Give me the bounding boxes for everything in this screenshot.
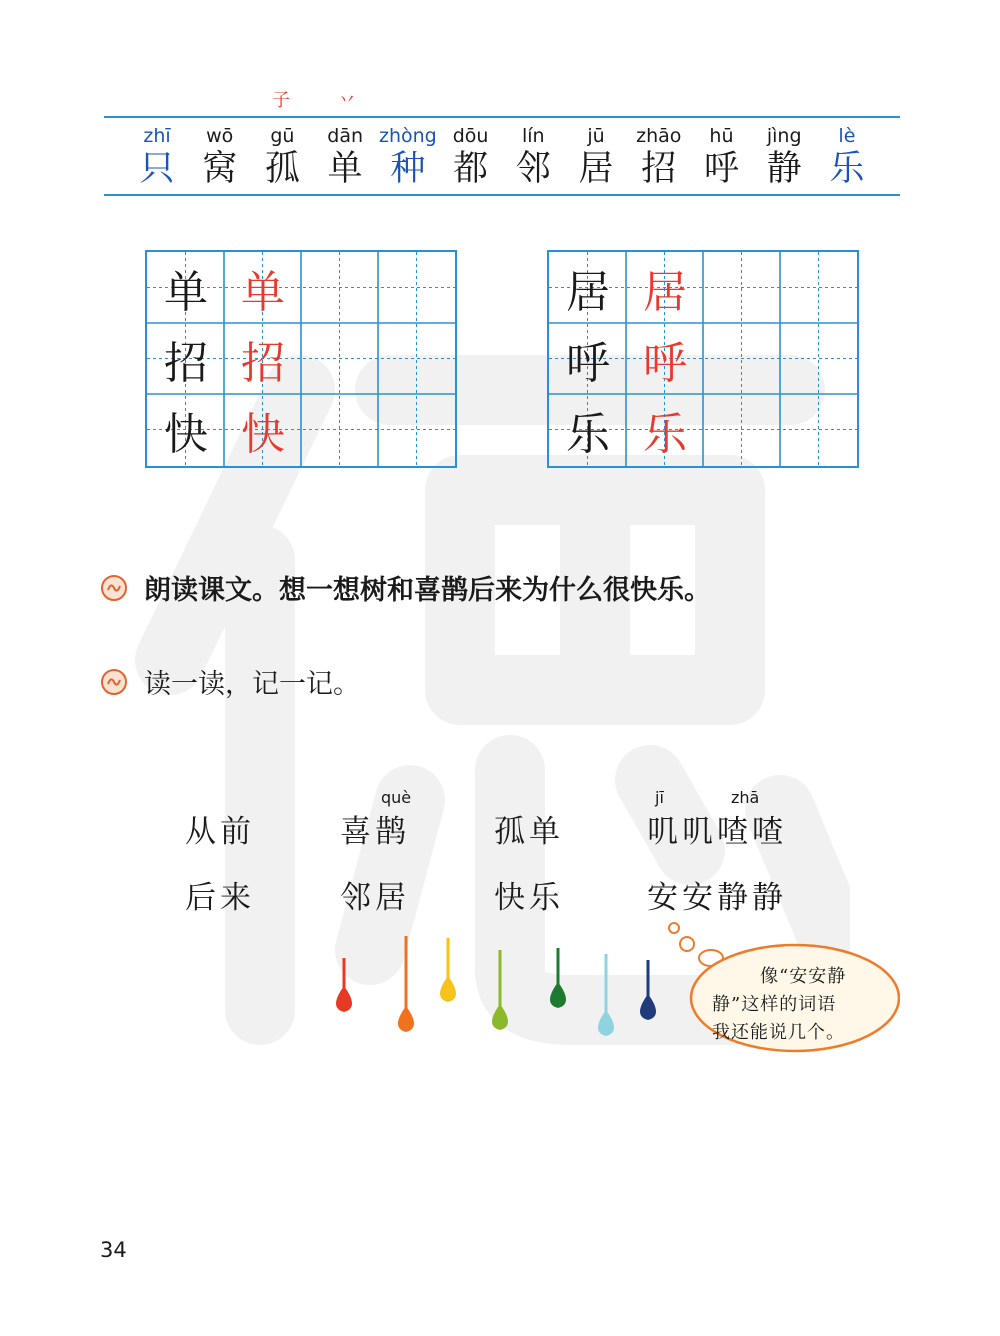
cyan-drop [598, 954, 614, 1036]
word-kuaile: 快乐 [494, 880, 564, 916]
grid-character: 乐 [566, 409, 610, 460]
vocab-pinyin: gū [270, 125, 295, 147]
vocab-pinyin: zhòng [379, 125, 437, 147]
red-drop [336, 958, 352, 1012]
top-mark-1: 子 [272, 90, 290, 111]
green-drop [492, 950, 508, 1030]
vocab-item [816, 124, 878, 190]
vocab-pinyin: wō [206, 125, 234, 147]
vocab-pinyin: dān [327, 125, 364, 147]
vocab-character: 都 [453, 149, 489, 189]
vocab-item [189, 124, 251, 190]
vocab-pinyin: dōu [452, 125, 489, 147]
grid-character: 快 [164, 409, 208, 460]
vocab-character: 呼 [703, 149, 739, 189]
vocab-character: 静 [766, 149, 802, 189]
dark-green-drop [550, 948, 566, 1008]
vocab-character: 窝 [202, 149, 238, 189]
vocab-character: 邻 [515, 149, 551, 189]
grid-character-red: 居 [643, 267, 687, 318]
vocab-row [126, 124, 878, 190]
word-ananjingjing: 安安静静 [647, 880, 787, 916]
vocab-character: 乐 [829, 149, 865, 189]
vocab-item [753, 124, 815, 190]
task-read-aloud [100, 568, 711, 607]
pinyin-que: què [381, 788, 412, 807]
pinyin-zha: zhā [731, 788, 760, 807]
vocab-character: 种 [390, 149, 426, 189]
paint-drops-illustration [320, 930, 680, 1050]
pinyin-ji: jī [655, 788, 664, 807]
grid-character-red: 招 [241, 338, 285, 389]
task-text: 读一读，记一记。 [144, 669, 360, 700]
vocab-character: 孤 [264, 149, 300, 189]
bubble-line-1: 像“安安静 [760, 966, 847, 987]
grid-character: 居 [566, 267, 610, 318]
vocab-character: 招 [641, 149, 677, 189]
vocab-item [314, 124, 376, 190]
vocab-item [251, 124, 313, 190]
vocab-item [690, 124, 752, 190]
task-bullet-icon [100, 574, 128, 602]
vocab-item [565, 124, 627, 190]
vocab-pinyin: jū [587, 125, 605, 147]
vocab-pinyin: hū [709, 125, 734, 147]
writing-grid-right [547, 250, 859, 468]
navy-drop [640, 960, 656, 1020]
word-gudan: 孤单 [494, 814, 564, 850]
vocab-item [502, 124, 564, 190]
vocab-pinyin: lè [838, 125, 856, 147]
yellow-drop [440, 938, 456, 1002]
task-read-remember [100, 662, 360, 701]
bubble-line-2: 静”这样的词语 [712, 994, 837, 1015]
grid-character-red: 乐 [643, 409, 687, 460]
vocab-top-rule [104, 116, 900, 118]
grid-character-red: 单 [241, 267, 285, 318]
grid-character-red: 快 [241, 409, 285, 460]
word-linju: 邻居 [340, 880, 410, 916]
task-bullet-icon [100, 668, 128, 696]
vocab-item [377, 124, 439, 190]
grid-character: 呼 [566, 338, 610, 389]
top-mark-2: 丷 [338, 90, 356, 111]
vocab-pinyin: jìng [766, 125, 802, 147]
orange-drop [398, 936, 414, 1032]
grid-character: 招 [164, 338, 208, 389]
vocab-character: 居 [578, 149, 614, 189]
vocab-bottom-rule [104, 194, 900, 196]
task-text: 朗读课文。想一想树和喜鹊后来为什么很快乐。 [144, 575, 711, 606]
word-xique: 喜鹊 [340, 814, 410, 850]
vocab-item [628, 124, 690, 190]
word-houlai: 后来 [185, 880, 255, 916]
vocab-character: 单 [327, 149, 363, 189]
vocab-pinyin: zhāo [636, 125, 682, 147]
grid-character-red: 呼 [643, 338, 687, 389]
grid-character: 单 [164, 267, 208, 318]
vocab-pinyin: zhī [143, 125, 171, 147]
word-jijizhazha: 叽叽喳喳 [647, 814, 787, 850]
vocab-item [126, 124, 188, 190]
writing-grid-left [145, 250, 457, 468]
bubble-line-3: 我还能说几个。 [712, 1022, 845, 1043]
vocab-character: 只 [139, 149, 175, 189]
word-congqian: 从前 [185, 814, 255, 850]
vocab-pinyin: lín [522, 125, 545, 147]
page-number: 34 [100, 1238, 127, 1262]
vocab-item [440, 124, 502, 190]
thought-bubble-text [712, 963, 882, 1047]
